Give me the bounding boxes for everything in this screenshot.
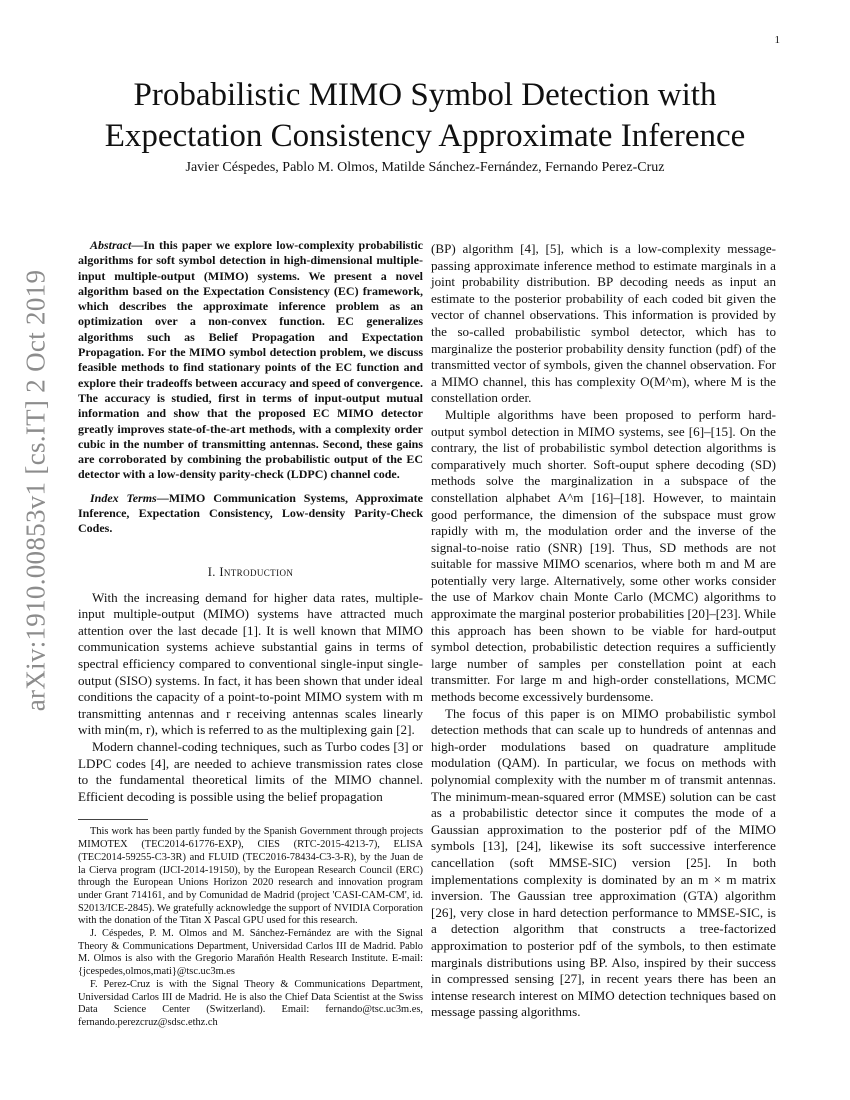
intro-paragraph-1: With the increasing demand for higher data rates, multiple-input multiple-output (MIMO) systems have attracted much attention over the last decade [1]. It is well known that MIMO communication systems achieve substantial gains in terms of spectral efficiency compared to conventional single-input single-output (SISO) systems. In fact, it has been shown that under ideal conditions the capacity of a point-to-point MIMO system with m transmitting antennas and r receiving antennas scales linearly with min(m, r), which is referred to as the multiplexing gain [2]. bbox=[78, 589, 423, 738]
footnote-affiliation-1: J. Céspedes, P. M. Olmos and M. Sánchez-Fernández are with the Signal Theory & Communications Department, Universidad Carlos III de Madrid. Pablo M. Olmos is also with the Gregorio Marañón Health Research Institute. E-mail: {jcespedes,olmos,mati}@tsc.uc3m.es bbox=[78, 928, 423, 978]
right-column bbox=[431, 241, 776, 1021]
abstract-text: In this paper we explore low-complexity probabilistic algorithms for soft symbol detection in high-dimensional multiple-input multiple-output (MIMO) systems. We present a novel algorithm based on the Expectation Consistency (EC) framework, which describes the approximate inference problem as an optimization over a non-convex function. EC generalizes algorithms such as Belief Propagation and Expectation Propagation. For the MIMO symbol detection problem, we discuss feasible methods to find stationary points of the EC function and explore their tradeoffs between accuracy and speed of convergence. The accuracy is studied, first in terms of input-output mutual information and show that the proposed EC MIMO detector greatly improves state-of-the-art methods, with a complexity order cubic in the number of transmitting antennas. Second, these gains are corroborated by combining the probabilistic output of the EC detector with a low-density parity-check (LDPC) channel code. bbox=[78, 238, 423, 482]
arxiv-identifier: arXiv:1910.00853v1 [cs.IT] 2 Oct 2019 bbox=[20, 269, 51, 711]
paper-title: Probabilistic MIMO Symbol Detection with Expectation Consistency Approximate Inference bbox=[104, 77, 746, 154]
index-terms-text: MIMO Communication Systems, Approximate Inference, Expectation Consistency, Low-density Parity-Check Codes. bbox=[78, 490, 423, 536]
abstract-label: Abstract bbox=[90, 238, 132, 252]
arxiv-side-stamp bbox=[12, 269, 60, 711]
index-terms-label: Index Terms bbox=[90, 490, 157, 505]
footnote-affiliation-2: F. Perez-Cruz is with the Signal Theory & Communications Department, Universidad Carlos III de Madrid. He is also the Chief Data Scientist at the Swiss Data Science Center (Switzerland). Email: fernando@tsc.uc3m.es, fernando.perezcruz@sdsc.ethz.ch bbox=[78, 978, 423, 1028]
page-number: 1 bbox=[774, 34, 780, 46]
intro-paragraph-2: Modern channel-coding techniques, such as Turbo codes [3] or LDPC codes [4], are needed to achieve transmission rates close to the fundamental theoretical limits of the MIMO channel. Efficient decoding is possible using the belief propagation bbox=[78, 739, 423, 804]
left-column bbox=[78, 238, 423, 1030]
index-terms: Index Terms—MIMO Communication Systems, Approximate Inference, Expectation Consistency, Low-density Parity-Check Codes. bbox=[78, 490, 423, 536]
abstract: Abstract—In this paper we explore low-complexity probabilistic algorithms for soft symbol detection in high-dimensional multiple-input multiple-output (MIMO) systems. We present a novel algorithm based on the Expectation Consistency (EC) framework, which describes the approximate inference problem as an optimization over a non-convex function. EC generalizes algorithms such as Belief Propagation and Expectation Propagation. For the MIMO symbol detection problem, we discuss feasible methods to find stationary points of the EC function and explore their tradeoffs between accuracy and speed of convergence. The accuracy is studied, first in terms of input-output mutual information and show that the proposed EC MIMO detector greatly improves state-of-the-art methods, with a complexity order cubic in the number of transmitting antennas. Second, these gains are corroborated by combining the probabilistic output of the EC detector with a low-density parity-check (LDPC) channel code. bbox=[78, 238, 423, 482]
footnote-funding: This work has been partly funded by the Spanish Government through projects MIMOTEX (TEC2014-61776-EXP), CIES (RTC-2015-4213-7), ELISA (TEC2014-59255-C3-3R) and FLUID (TEC2016-78434-C3-3-R), by the Juan de la Cierva program (IJCI-2014-19150), by the European Research Council (ERC) through the European Unions Horizon 2020 research and innovation program under Grant 714161, and by Comunidad de Madrid (project 'CASI-CAM-CM', id. S2013/ICE-2845). We gratefully acknowledge the support of NVIDIA Corporation with the donation of the Titan X Pascal GPU used for this research. bbox=[78, 826, 423, 927]
body-paragraph-2: Multiple algorithms have been proposed to perform hard-output symbol detection in MIMO systems, see [6]–[15]. On the contrary, the list of probabilistic symbol detection algorithms is comparatively much shorter. Soft-ouput sphere decoding (SD) methods solve the marginalization in a subspace of the constellation alphabet A^m [16]–[18]. However, to maintain good performance, the dimension of the subspace must grow rapidly with m, the modulation order and the inverse of the signal-to-noise ratio (SNR) [19]. Thus, SD methods are not suitable for massive MIMO scenarios, where both m and M are potentially very large. Alternatively, some other works consider the use of Markov chain Monte Carlo (MCMC) algorithms to approximate the marginal posterior probabilities [20]–[23]. While this approach has been shown to be viable for hard-output symbol detection, probabilistic detection requires a sufficiently large number of samples per constellation point at each transmitter. For large m and high-order constellations, MCMC methods become excessively burdensome. bbox=[431, 406, 776, 705]
footnote-divider bbox=[78, 819, 148, 820]
body-paragraph-3: The focus of this paper is on MIMO probabilistic symbol detection methods that can scale up to hundreds of antennas and high-order modulations based on quadrature amplitude modulation (QAM). In particular, we focus on methods with polynomial complexity with the number m of transmit antennas. The minimum-mean-squared error (MMSE) solution can be cast as a probabilistic detector since it computes the mode of a Gaussian approximation to the posterior pdf of the MIMO symbols [13], [24], likewise its soft successive interference cancellation (soft MMSE-SIC) version [25]. In both implementations complexity is dominated by an m × m matrix inversion. The Gaussian tree approximation (GTA) algorithm [26], very close in hard detection performance to MMSE-SIC, is a detection algorithm that constructs a tree-factorized approximation to posterior pdf of the symbols, to then estimate marginals distributions using BP. Also, inspired by their success in compressed sensing [27], in recent years there has been an intense research interest on MIMO detection techniques based on message passing algorithms. bbox=[431, 705, 776, 1020]
author-list: Javier Céspedes, Pablo M. Olmos, Matilde Sánchez-Fernández, Fernando Perez-Cruz bbox=[185, 160, 665, 175]
section-heading-introduction: I. Introduction bbox=[207, 564, 294, 579]
body-paragraph-1: (BP) algorithm [4], [5], which is a low-complexity message-passing approximate inference method to estimate marginals in a joint probability distribution. BP decoding needs as input an estimate to the posterior probability of each coded bit given the vector of channel observations. This information is provided by the so-called probabilistic symbol detector, which has to marginalize the posterior probability density function (pdf) of the transmitted vector of symbols, given the channel observation. For a MIMO channel, this has complexity O(M^m), where M is the constellation order. bbox=[431, 241, 776, 406]
